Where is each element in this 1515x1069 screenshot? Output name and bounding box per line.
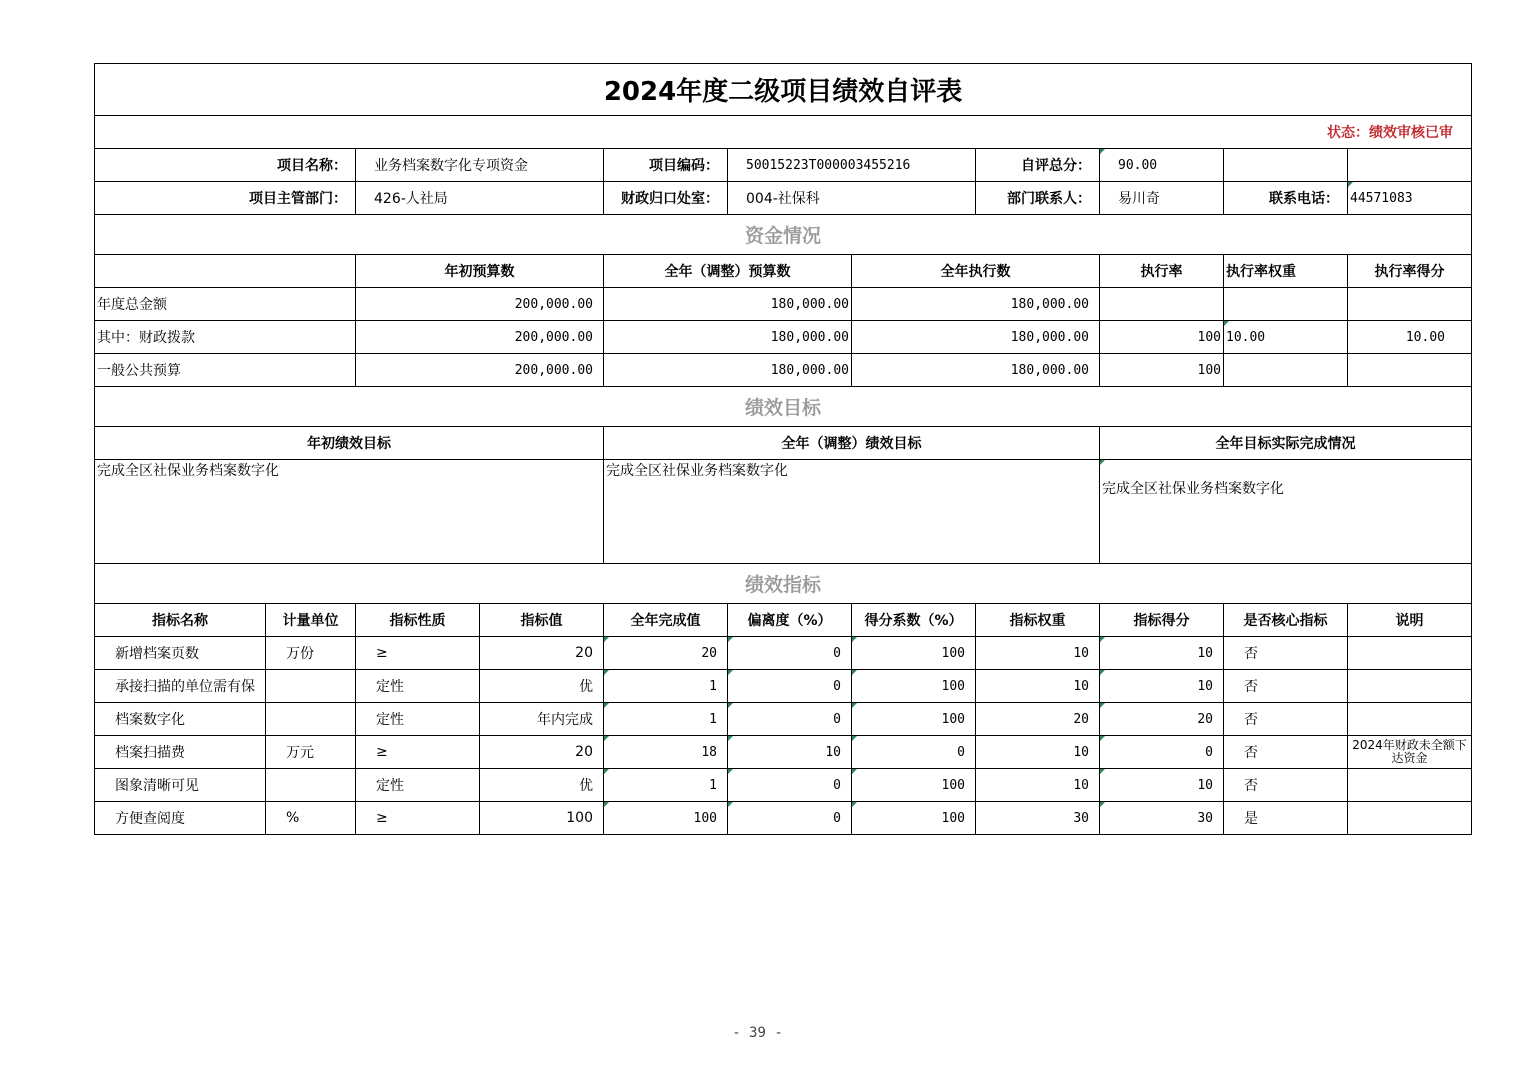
ind-name: 图象清晰可见 <box>95 769 266 802</box>
ind-core: 否 <box>1224 670 1348 703</box>
ind-nature: 定性 <box>356 703 480 736</box>
goals-section-title: 绩效目标 <box>95 387 1472 427</box>
funds-header-initial: 年初预算数 <box>356 255 604 288</box>
funds-row-weight <box>1224 288 1348 321</box>
contact-value: 易川奇 <box>1100 182 1224 215</box>
evaluation-sheet-full <box>94 63 1471 835</box>
ind-name: 新增档案页数 <box>95 637 266 670</box>
ind-unit <box>266 769 356 802</box>
goal-initial: 完成全区社保业务档案数字化 <box>95 460 604 564</box>
ind-weight: 10 <box>976 769 1100 802</box>
ind-weight: 20 <box>976 703 1100 736</box>
ind-actual: 18 <box>604 736 728 769</box>
indicators-section-title: 绩效指标 <box>95 564 1472 604</box>
indicator-row <box>95 637 1472 670</box>
ind-weight: 30 <box>976 802 1100 835</box>
indicator-row <box>95 670 1472 703</box>
evaluation-table-full <box>94 63 1472 255</box>
ind-note <box>1348 703 1472 736</box>
ind-unit: 万元 <box>266 736 356 769</box>
ind-note <box>1348 769 1472 802</box>
ind-target: 20 <box>480 736 604 769</box>
ind-target: 100 <box>480 802 604 835</box>
funds-section-title: 资金情况 <box>95 215 1472 255</box>
ind-header-name: 指标名称 <box>95 604 266 637</box>
funds-row-name: 其中：财政拨款 <box>95 321 356 354</box>
funds-row-name: 一般公共预算 <box>95 354 356 387</box>
funds-table <box>94 254 1472 427</box>
ind-weight: 10 <box>976 736 1100 769</box>
funds-row <box>95 354 1472 387</box>
ind-core: 否 <box>1224 637 1348 670</box>
ind-nature: ≥ <box>356 637 480 670</box>
ind-note-text <box>1350 772 1469 798</box>
ind-deviation: 0 <box>728 670 852 703</box>
indicator-row <box>95 802 1472 835</box>
ind-note-text <box>1350 640 1469 666</box>
project-name-label: 项目名称： <box>95 149 356 182</box>
ind-score: 10 <box>1100 637 1224 670</box>
phone-label: 联系电话： <box>1224 182 1348 215</box>
ind-note-text <box>1350 673 1469 699</box>
ind-deviation: 10 <box>728 736 852 769</box>
funds-row <box>95 321 1472 354</box>
project-code-value: 50015223T000003455216 <box>728 149 976 182</box>
ind-actual: 20 <box>604 637 728 670</box>
page-number: - 39 - <box>732 1025 783 1041</box>
ind-coef: 100 <box>852 769 976 802</box>
goal-adjusted: 完成全区社保业务档案数字化 <box>604 460 1100 564</box>
funds-row-adjusted: 180,000.00 <box>604 321 852 354</box>
goals-header-initial: 年初绩效目标 <box>95 427 604 460</box>
ind-actual: 1 <box>604 703 728 736</box>
funds-row-adjusted: 180,000.00 <box>604 354 852 387</box>
ind-weight: 10 <box>976 637 1100 670</box>
funds-row-rate: 100 <box>1100 354 1224 387</box>
ind-header-deviation: 偏离度（%） <box>728 604 852 637</box>
funds-row-executed: 180,000.00 <box>852 321 1100 354</box>
ind-target: 20 <box>480 637 604 670</box>
ind-header-coef: 得分系数（%） <box>852 604 976 637</box>
ind-note <box>1348 670 1472 703</box>
funds-row-initial: 200,000.00 <box>356 288 604 321</box>
goals-header-actual: 全年目标实际完成情况 <box>1100 427 1472 460</box>
finance-office-label: 财政归口处室： <box>604 182 728 215</box>
ind-core: 否 <box>1224 769 1348 802</box>
empty-cell <box>1348 149 1472 182</box>
project-name-value: 业务档案数字化专项资金 <box>356 149 604 182</box>
ind-note <box>1348 736 1472 769</box>
funds-row-executed: 180,000.00 <box>852 288 1100 321</box>
indicators-table <box>94 603 1472 835</box>
ind-deviation: 0 <box>728 802 852 835</box>
ind-core: 是 <box>1224 802 1348 835</box>
funds-row-initial: 200,000.00 <box>356 321 604 354</box>
funds-row-score: 10.00 <box>1348 321 1472 354</box>
ind-unit <box>266 670 356 703</box>
status-text: 状态：绩效审核已审 <box>95 116 1472 149</box>
ind-header-unit: 计量单位 <box>266 604 356 637</box>
self-score-value: 90.00 <box>1100 149 1224 182</box>
ind-header-actual: 全年完成值 <box>604 604 728 637</box>
funds-row-adjusted: 180,000.00 <box>604 288 852 321</box>
ind-actual: 1 <box>604 670 728 703</box>
info-row-2 <box>95 182 1472 215</box>
empty-cell <box>1224 149 1348 182</box>
funds-row-score <box>1348 354 1472 387</box>
ind-score: 30 <box>1100 802 1224 835</box>
ind-header-nature: 指标性质 <box>356 604 480 637</box>
ind-coef: 100 <box>852 703 976 736</box>
ind-actual: 1 <box>604 769 728 802</box>
ind-deviation: 0 <box>728 637 852 670</box>
funds-header-weight: 执行率权重 <box>1224 255 1348 288</box>
funds-row <box>95 288 1472 321</box>
ind-unit: % <box>266 802 356 835</box>
ind-weight: 10 <box>976 670 1100 703</box>
finance-office-value: 004-社保科 <box>728 182 976 215</box>
funds-row-name: 年度总金额 <box>95 288 356 321</box>
indicators-header-row <box>95 604 1472 637</box>
ind-unit: 万份 <box>266 637 356 670</box>
ind-note <box>1348 637 1472 670</box>
ind-header-weight: 指标权重 <box>976 604 1100 637</box>
goals-header-row <box>95 427 1472 460</box>
ind-score: 10 <box>1100 769 1224 802</box>
ind-core: 否 <box>1224 703 1348 736</box>
funds-header-row <box>95 255 1472 288</box>
ind-nature: ≥ <box>356 802 480 835</box>
ind-name: 档案扫描费 <box>95 736 266 769</box>
indicator-row <box>95 769 1472 802</box>
project-code-label: 项目编码： <box>604 149 728 182</box>
ind-nature: 定性 <box>356 769 480 802</box>
ind-target: 优 <box>480 769 604 802</box>
goals-header-adjusted: 全年（调整）绩效目标 <box>604 427 1100 460</box>
funds-row-initial: 200,000.00 <box>356 354 604 387</box>
indicator-row <box>95 736 1472 769</box>
dept-label: 项目主管部门： <box>95 182 356 215</box>
info-row-1 <box>95 149 1472 182</box>
ind-core: 否 <box>1224 736 1348 769</box>
funds-row-rate <box>1100 288 1224 321</box>
funds-header-name <box>95 255 356 288</box>
funds-row-weight: 10.00 <box>1224 321 1348 354</box>
funds-row-weight <box>1224 354 1348 387</box>
ind-score: 10 <box>1100 670 1224 703</box>
ind-deviation: 0 <box>728 703 852 736</box>
ind-note-text <box>1350 706 1469 732</box>
funds-header-adjusted: 全年（调整）预算数 <box>604 255 852 288</box>
ind-coef: 0 <box>852 736 976 769</box>
goal-actual: 完成全区社保业务档案数字化 <box>1100 460 1472 564</box>
indicator-row <box>95 703 1472 736</box>
phone-value: 44571083 <box>1348 182 1472 215</box>
ind-target: 年内完成 <box>480 703 604 736</box>
ind-note-text: 2024年财政未全额下达资金 <box>1352 739 1467 765</box>
ind-target: 优 <box>480 670 604 703</box>
funds-row-executed: 180,000.00 <box>852 354 1100 387</box>
ind-score: 20 <box>1100 703 1224 736</box>
funds-header-score: 执行率得分 <box>1348 255 1472 288</box>
ind-nature: 定性 <box>356 670 480 703</box>
ind-coef: 100 <box>852 802 976 835</box>
ind-header-target: 指标值 <box>480 604 604 637</box>
ind-deviation: 0 <box>728 769 852 802</box>
indicators-body <box>95 637 1472 835</box>
funds-row-rate: 100 <box>1100 321 1224 354</box>
ind-note-text <box>1350 805 1469 831</box>
ind-note <box>1348 802 1472 835</box>
ind-name: 方便查阅度 <box>95 802 266 835</box>
ind-name: 档案数字化 <box>95 703 266 736</box>
ind-score: 0 <box>1100 736 1224 769</box>
ind-header-score: 指标得分 <box>1100 604 1224 637</box>
goals-row <box>95 460 1472 564</box>
ind-coef: 100 <box>852 670 976 703</box>
ind-header-note: 说明 <box>1348 604 1472 637</box>
ind-header-core: 是否核心指标 <box>1224 604 1348 637</box>
ind-actual: 100 <box>604 802 728 835</box>
ind-coef: 100 <box>852 637 976 670</box>
page-title: 2024年度二级项目绩效自评表 <box>95 64 1472 116</box>
ind-unit <box>266 703 356 736</box>
ind-name: 承接扫描的单位需有保 <box>95 670 266 703</box>
ind-nature: ≥ <box>356 736 480 769</box>
funds-header-executed: 全年执行数 <box>852 255 1100 288</box>
funds-header-rate: 执行率 <box>1100 255 1224 288</box>
funds-row-score <box>1348 288 1472 321</box>
dept-value: 426-人社局 <box>356 182 604 215</box>
contact-label: 部门联系人： <box>976 182 1100 215</box>
self-score-label: 自评总分： <box>976 149 1100 182</box>
goals-table <box>94 426 1472 604</box>
